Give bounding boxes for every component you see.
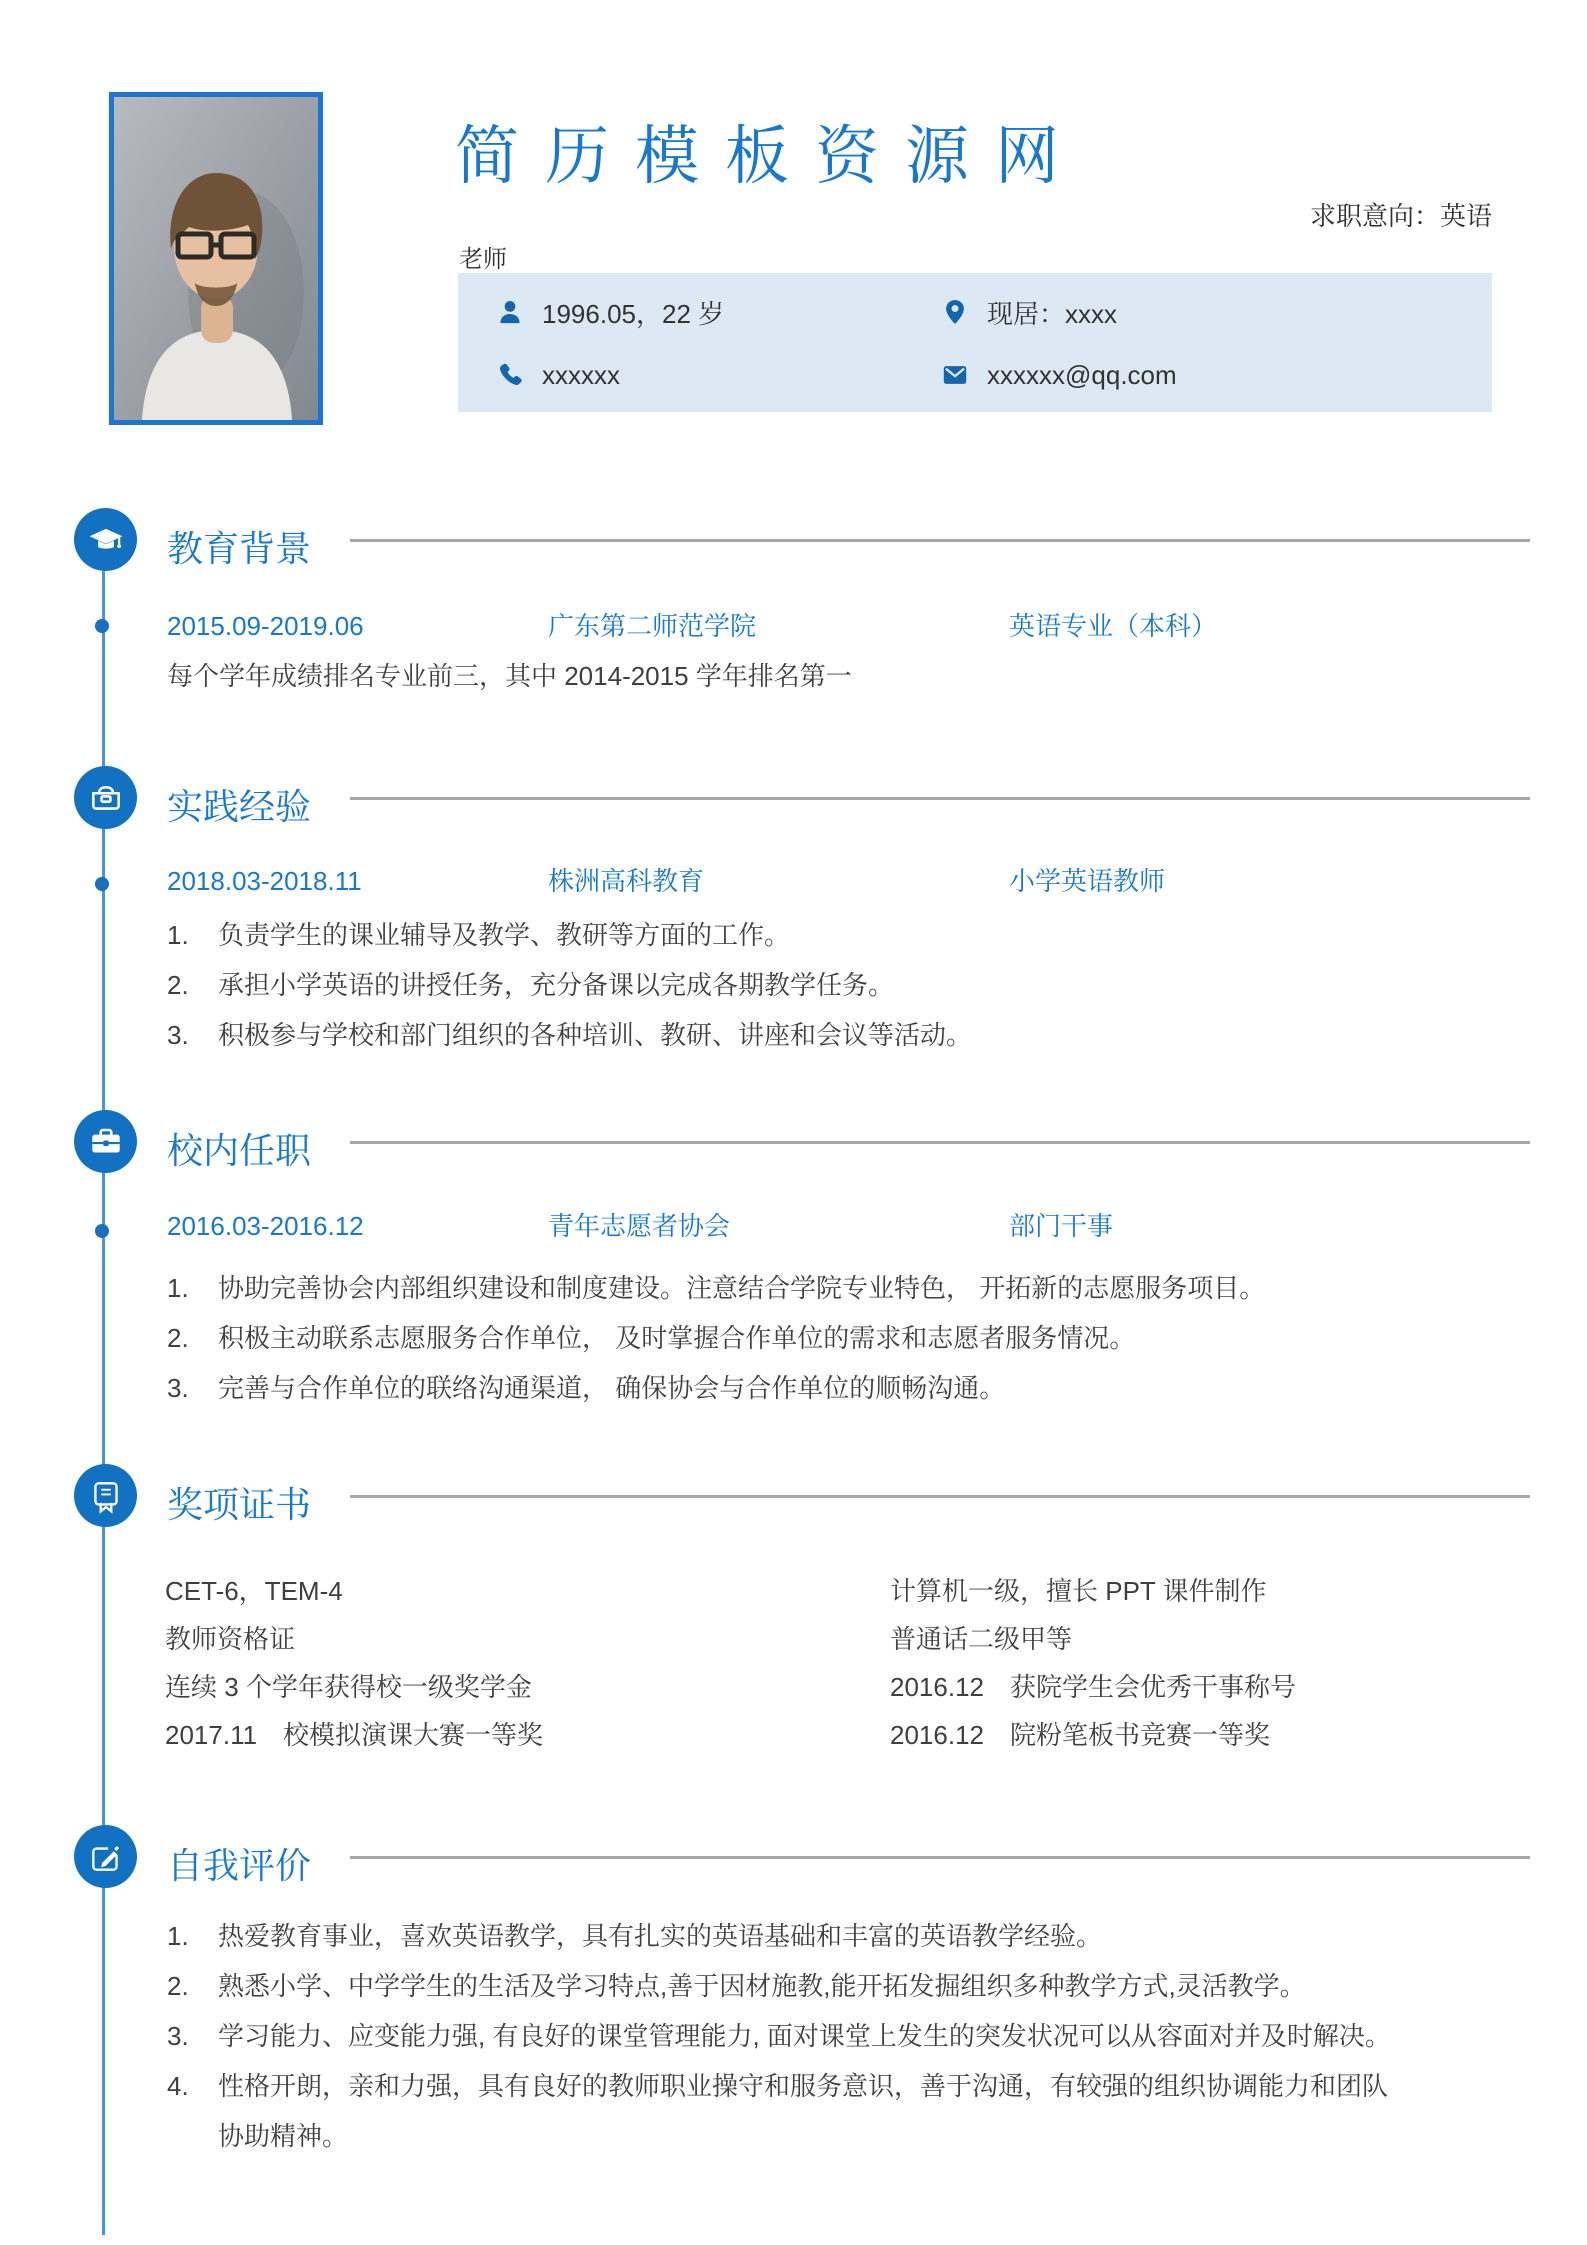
award-item: 普通话二级甲等 xyxy=(890,1624,1073,1654)
section-divider xyxy=(350,1856,1530,1859)
self-evaluation-section-icon xyxy=(74,1825,137,1888)
phone-text: xxxxxx xyxy=(542,359,620,390)
location-text: 现居：xxxx xyxy=(987,298,1118,329)
self-evaluation-list xyxy=(167,1911,1403,2161)
list-item: 性格开朗，亲和力强，具有良好的教师职业操守和服务意识，善于沟通，有较强的组织协调能力和团队协助精神。 xyxy=(218,2071,1389,2151)
list-item: 协助完善协会内部组织建设和制度建设。注意结合学院专业特色， 开拓新的志愿服务项目。 xyxy=(218,1273,1266,1303)
experience-date: 2018.03-2018.11 xyxy=(167,866,362,896)
education-school: 广东第二师范学院 xyxy=(548,611,757,641)
experience-duties-list xyxy=(167,910,1487,1060)
campus-duties-list xyxy=(167,1263,1487,1413)
campus-date: 2016.03-2016.12 xyxy=(167,1211,364,1241)
education-entry xyxy=(167,611,1490,641)
award-item: 教师资格证 xyxy=(165,1624,296,1654)
contact-card xyxy=(458,273,1492,412)
email-text: xxxxxx@qq.com xyxy=(987,359,1177,390)
awards-column-left xyxy=(165,1567,543,1759)
list-item: 学习能力、应变能力强, 有良好的课堂管理能力, 面对课堂上发生的突发状况可以从容面对并及时解决。 xyxy=(218,2021,1391,2051)
timeline-dot-education xyxy=(95,619,109,633)
education-date: 2015.09-2019.06 xyxy=(167,611,364,641)
toolbox-icon xyxy=(87,779,125,817)
education-major: 英语专业（本科） xyxy=(1009,611,1218,641)
section-divider xyxy=(350,539,1530,542)
section-divider xyxy=(350,1495,1530,1498)
list-item: 积极主动联系志愿服务合作单位， 及时掌握合作单位的需求和志愿者服务情况。 xyxy=(218,1323,1136,1353)
list-item: 积极参与学校和部门组织的各种培训、教研、讲座和会议等活动。 xyxy=(218,1020,973,1050)
edit-pencil-icon xyxy=(87,1838,125,1876)
phone-icon xyxy=(496,361,524,389)
graduation-cap-icon xyxy=(87,521,125,559)
profile-photo xyxy=(109,92,323,425)
award-item: 2016.12 院粉笔板书竞赛一等奖 xyxy=(890,1720,1270,1750)
section-title-self-evaluation: 自我评价 xyxy=(167,1845,312,1886)
contact-email xyxy=(941,358,1177,392)
contact-phone xyxy=(496,358,620,392)
section-divider xyxy=(350,1141,1530,1144)
timeline-dot-campus xyxy=(95,1224,109,1238)
email-icon xyxy=(941,361,969,389)
timeline-dot-experience xyxy=(95,877,109,891)
section-title-education: 教育背景 xyxy=(167,528,312,569)
section-title-awards: 奖项证书 xyxy=(167,1484,312,1525)
certificate-ribbon-icon xyxy=(87,1477,125,1515)
award-item: 2016.12 获院学生会优秀干事称号 xyxy=(890,1672,1296,1702)
awards-column-right xyxy=(890,1567,1296,1759)
portrait-illustration xyxy=(114,97,318,420)
location-pin-icon xyxy=(941,298,969,326)
campus-organization: 青年志愿者协会 xyxy=(548,1211,731,1241)
award-item: 2017.11 校模拟演课大赛一等奖 xyxy=(165,1720,544,1750)
education-description: 每个学年成绩排名专业前三，其中 2014-2015 学年排名第一 xyxy=(167,661,852,691)
campus-entry xyxy=(167,1211,1490,1241)
experience-position: 小学英语教师 xyxy=(1009,866,1166,896)
section-divider xyxy=(350,797,1530,800)
education-section-icon xyxy=(74,508,137,571)
briefcase-icon xyxy=(87,1123,125,1161)
list-item: 熟悉小学、中学学生的生活及学习特点,善于因材施教,能开拓发掘组织多种教学方式,灵活教学。 xyxy=(218,1971,1306,2001)
experience-section-icon xyxy=(74,766,137,829)
person-icon xyxy=(496,298,524,326)
contact-location xyxy=(941,295,1117,329)
list-item: 热爱教育事业，喜欢英语教学，具有扎实的英语基础和丰富的英语教学经验。 xyxy=(218,1921,1103,1951)
role-label: 老师 xyxy=(459,246,507,273)
award-item: 计算机一级，擅长 PPT 课件制作 xyxy=(890,1576,1267,1606)
award-item: CET-6，TEM-4 xyxy=(165,1576,343,1606)
list-item: 完善与合作单位的联络沟通渠道， 确保协会与合作单位的顺畅沟通。 xyxy=(218,1373,1006,1403)
campus-position: 部门干事 xyxy=(1009,1211,1114,1241)
list-item: 承担小学英语的讲授任务，充分备课以完成各期教学任务。 xyxy=(218,970,895,1000)
page-title: 简历模板资源网 xyxy=(455,120,1085,192)
awards-section-icon xyxy=(74,1464,137,1527)
section-title-experience: 实践经验 xyxy=(167,786,312,827)
experience-entry xyxy=(167,866,1490,896)
contact-birth-age xyxy=(496,295,724,329)
list-item: 负责学生的课业辅导及教学、教研等方面的工作。 xyxy=(218,920,791,950)
birth-age-text: 1996.05，22 岁 xyxy=(542,298,725,329)
section-title-campus: 校内任职 xyxy=(167,1130,312,1171)
award-item: 连续 3 个学年获得校一级奖学金 xyxy=(165,1672,532,1702)
campus-section-icon xyxy=(74,1110,137,1173)
job-intent-label: 求职意向：英语 xyxy=(1309,201,1492,231)
experience-company: 株洲高科教育 xyxy=(548,866,705,896)
